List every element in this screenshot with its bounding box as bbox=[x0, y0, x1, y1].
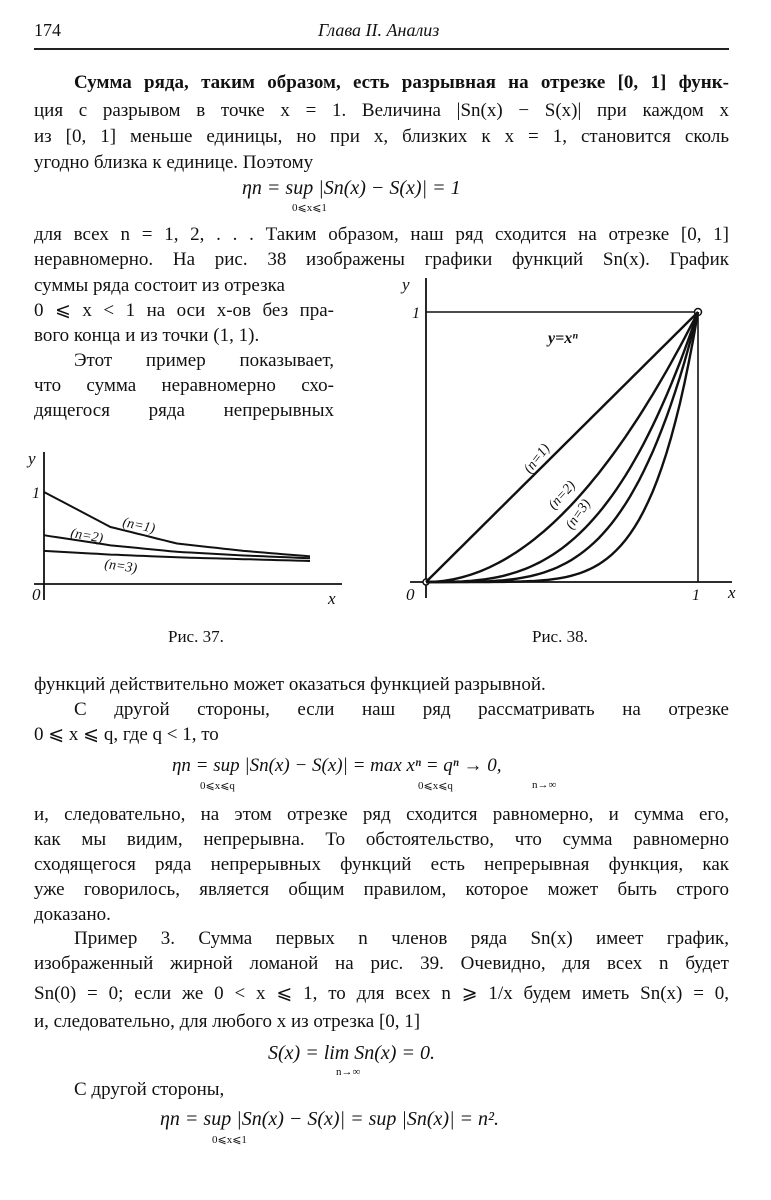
text-line: суммы ряда состоит из отрезка bbox=[34, 275, 285, 296]
formula-eta-max: ηn = sup |Sn(x) − S(x)| = max xⁿ = qⁿ → 0, bbox=[172, 755, 502, 776]
fig38-label-n1: (n=1) bbox=[521, 441, 554, 477]
text-line: С другой стороны, если наш ряд рассматривать на отрезке bbox=[74, 699, 729, 720]
formula-subscript: n→∞ bbox=[336, 1066, 361, 1078]
fig38-label-n2: (n=2) bbox=[545, 478, 579, 513]
formula-subscript: 0⩽x⩽q bbox=[200, 780, 235, 792]
fig37-y-label: y bbox=[28, 449, 36, 468]
fig37-label-n2: (n=2) bbox=[69, 526, 105, 547]
text-line: угодно близка к единице. Поэтому bbox=[34, 152, 314, 173]
fig37-label-n1: (n=1) bbox=[121, 515, 157, 537]
text-line: для всех n = 1, 2, . . . Таким образом, наш ряд сходится на отрезке [0, 1] bbox=[34, 224, 729, 245]
text-line: из [0, 1] меньше единицы, но при x, близких к x = 1, становится сколь bbox=[34, 126, 729, 147]
text-line: С другой стороны, bbox=[74, 1079, 225, 1100]
formula-subscript: n→∞ bbox=[532, 779, 557, 791]
text-line: Сумма ряда, таким образом, есть разрывная на отрезке [0, 1] функ- bbox=[74, 72, 729, 93]
text-line: и, следовательно, на этом отрезке ряд сходится равномерно, и сумма его, bbox=[34, 804, 729, 825]
fig38-y-label: y bbox=[402, 275, 410, 294]
text-line: Sn(0) = 0; если же 0 < x ⩽ 1, то для всех n ⩾ 1/x будем иметь Sn(x) = 0, bbox=[34, 983, 729, 1004]
fig38-origin-label: 0 bbox=[406, 585, 415, 604]
text-line: изображенный жирной ломаной на рис. 39. Очевидно, для всех n будет bbox=[34, 953, 729, 974]
fig38-label-n3: (n=3) bbox=[562, 496, 595, 533]
chapter-title: Глава II. Анализ bbox=[318, 20, 440, 40]
fig38-x-label: x bbox=[728, 583, 736, 602]
header-rule bbox=[34, 48, 729, 50]
text-line: неравномерно. На рис. 38 изображены графики функций Sn(x). График bbox=[34, 249, 729, 270]
fig37-x-label: x bbox=[328, 589, 336, 608]
formula-subscript: 0⩽x⩽1 bbox=[212, 1134, 247, 1146]
text-line: как мы видим, непрерывна. То обстоятельство, что сумма равномерно bbox=[34, 829, 729, 850]
text-line: дящегося ряда непрерывных bbox=[34, 400, 334, 421]
fig38-y-tick: 1 bbox=[412, 305, 420, 322]
text-line: 0 ⩽ x ⩽ q, где q < 1, то bbox=[34, 724, 219, 745]
fig37-caption: Рис. 37. bbox=[168, 627, 224, 646]
formula-subscript: 0⩽x⩽1 bbox=[292, 202, 327, 214]
fig37-label-n3: (n=3) bbox=[103, 557, 138, 577]
fig37-origin-label: 0 bbox=[32, 585, 41, 604]
fig38-curve-label: y=xⁿ bbox=[548, 330, 578, 347]
text-line: доказано. bbox=[34, 904, 111, 925]
fig37-y-tick: 1 bbox=[32, 485, 40, 502]
figure-37 bbox=[20, 440, 350, 620]
fig38-curve-n1 bbox=[426, 312, 698, 582]
fig38-x-tick: 1 bbox=[692, 587, 700, 604]
text-line: функций действительно может оказаться функцией разрывной. bbox=[34, 674, 546, 695]
text-line: и, следовательно, для любого x из отрезка [0, 1] bbox=[34, 1011, 421, 1032]
text-line: 0 ⩽ x < 1 на оси x-ов без пра- bbox=[34, 300, 334, 321]
formula-lim: S(x) = lim Sn(x) = 0. bbox=[268, 1042, 435, 1064]
text-line: Этот пример показывает, bbox=[74, 350, 334, 371]
text-line: сходящегося ряда непрерывных функций есть непрерывная функция, как bbox=[34, 854, 729, 875]
formula-subscript: 0⩽x⩽q bbox=[418, 780, 453, 792]
text-line: уже говорилось, является общим правилом, которое может быть строго bbox=[34, 879, 729, 900]
text-line: что сумма неравномерно схо- bbox=[34, 375, 334, 396]
fig37-curve-n1 bbox=[44, 492, 310, 556]
page-number: 174 bbox=[34, 20, 61, 40]
formula-eta-sup: ηn = sup |Sn(x) − S(x)| = 1 bbox=[242, 177, 461, 199]
text-line: вого конца и из точки (1, 1). bbox=[34, 325, 260, 346]
text-line: ция с разрывом в точке x = 1. Величина |Sn(x) − S(x)| при каждом x bbox=[34, 100, 729, 121]
fig38-caption: Рис. 38. bbox=[532, 627, 588, 646]
formula-eta-n2: ηn = sup |Sn(x) − S(x)| = sup |Sn(x)| = n². bbox=[160, 1108, 500, 1130]
figure-38 bbox=[392, 268, 752, 608]
text-line: Пример 3. Сумма первых n членов ряда Sn(x) имеет график, bbox=[74, 928, 729, 949]
